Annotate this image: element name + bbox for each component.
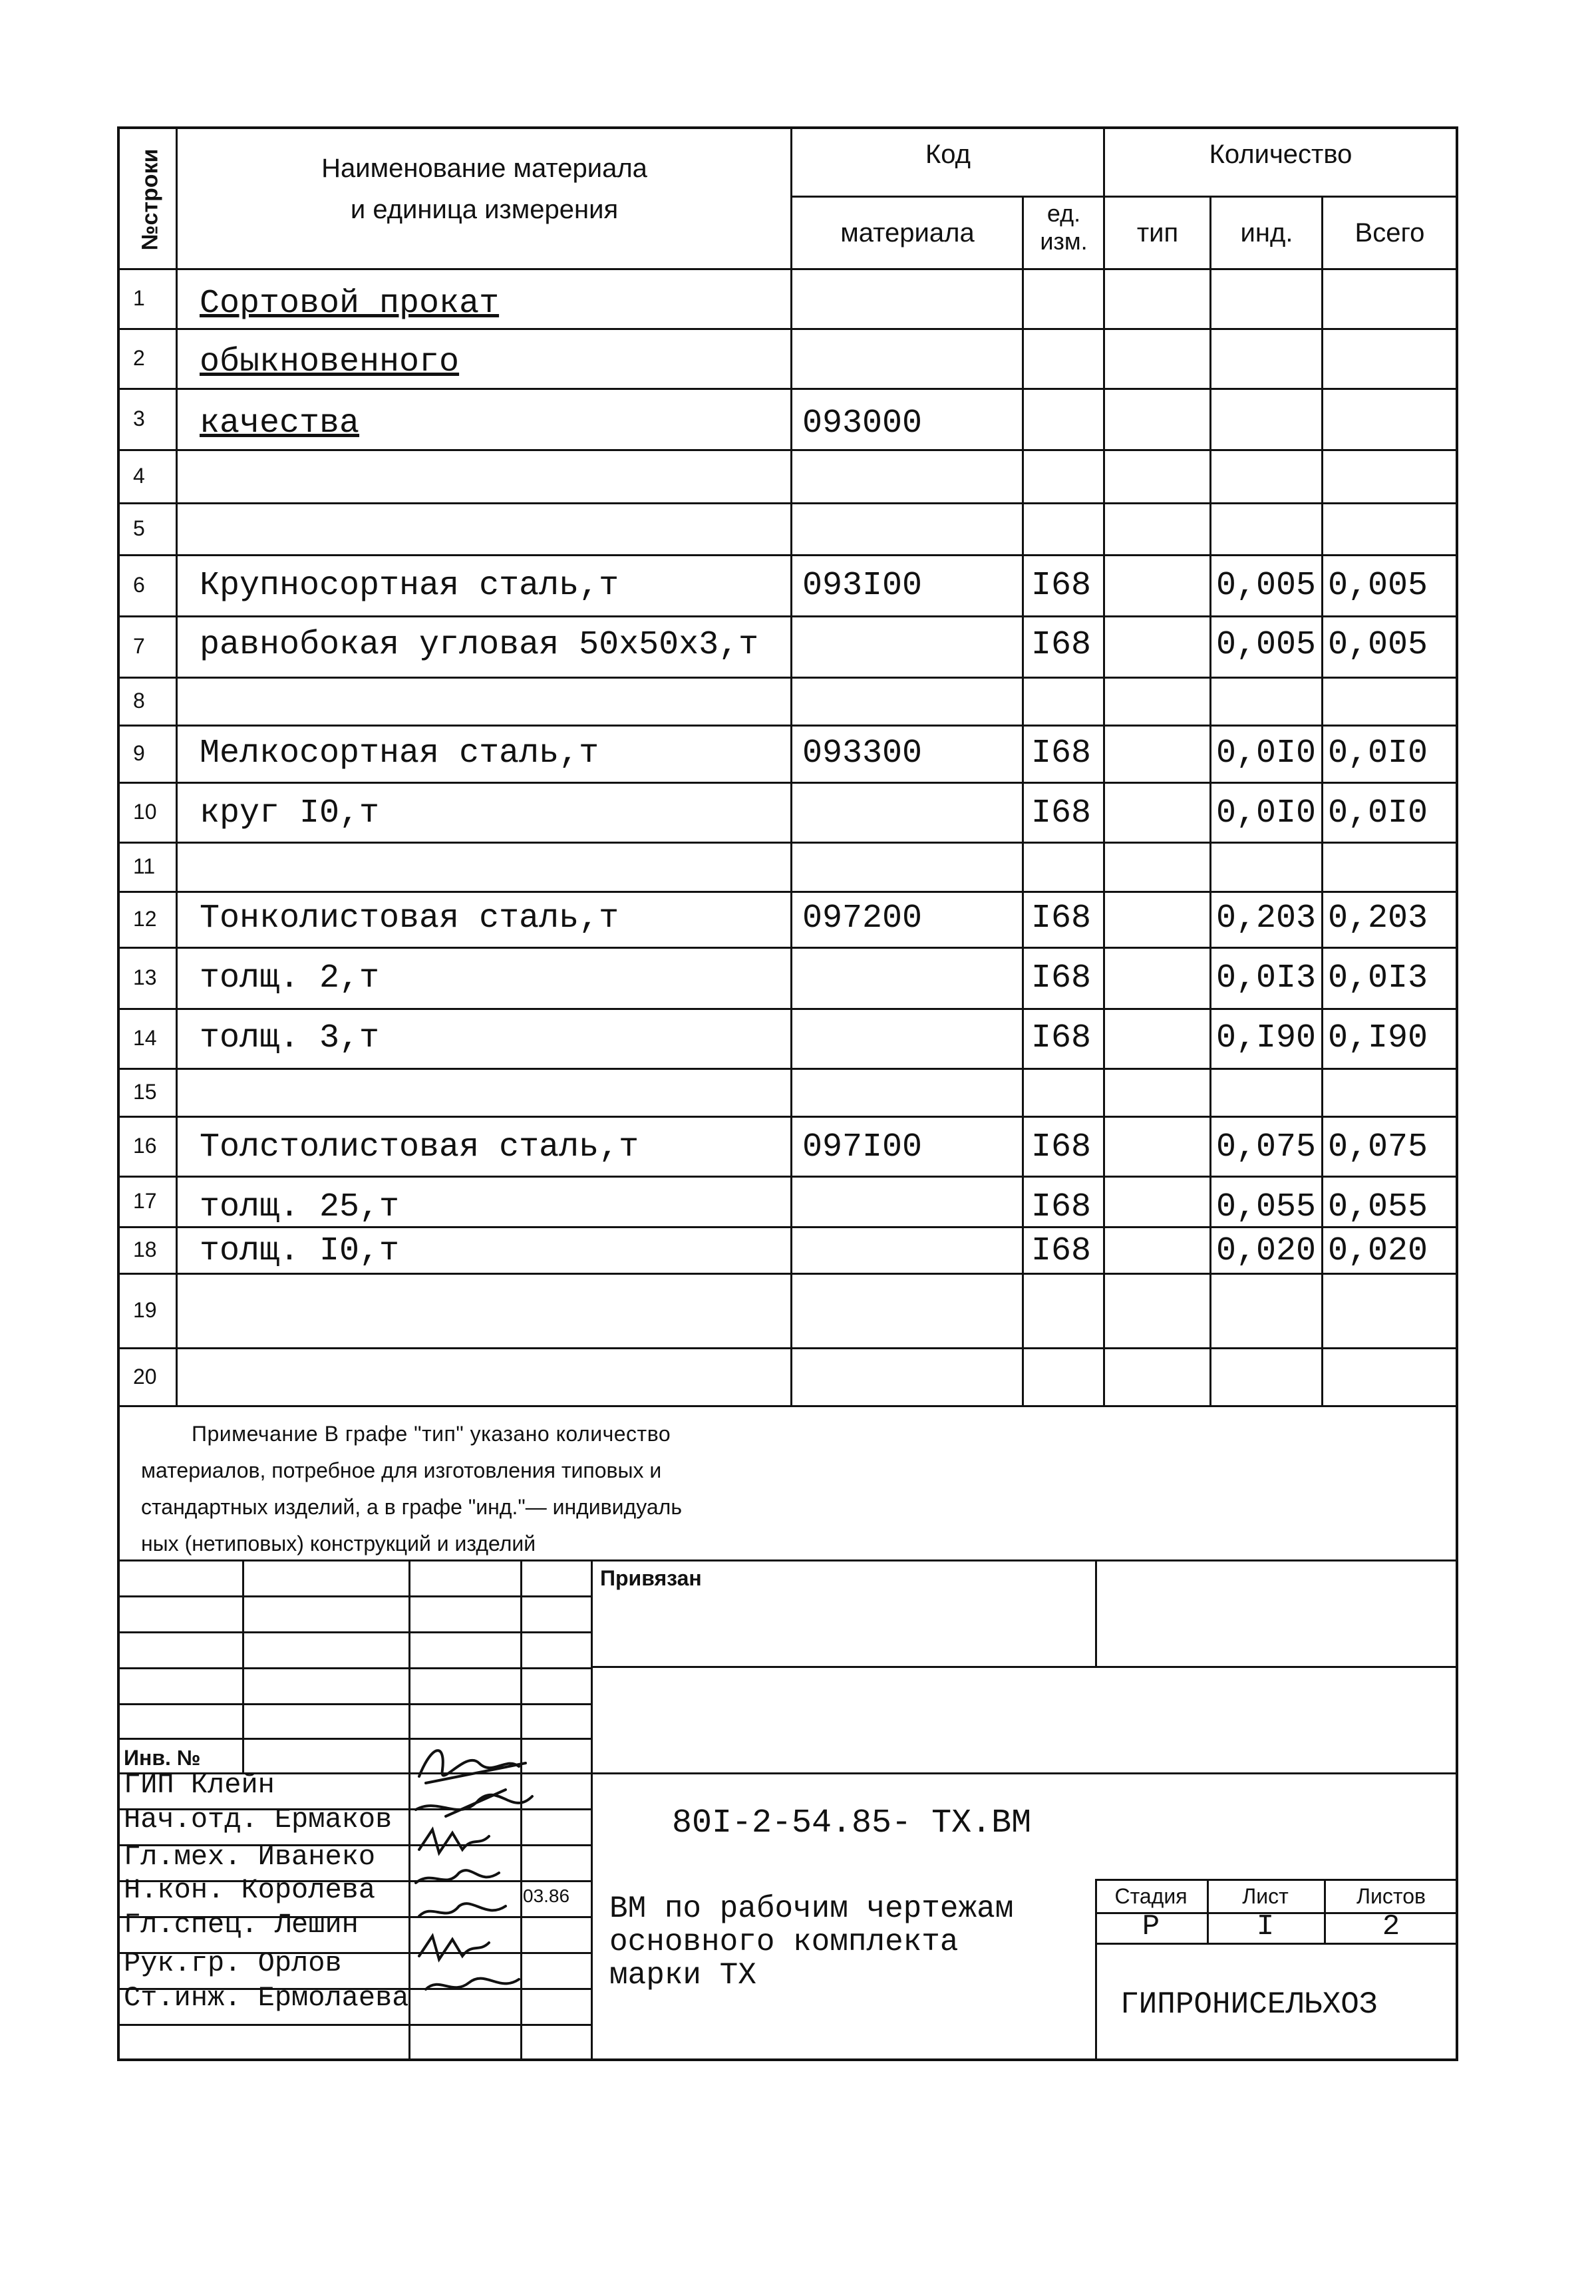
- row-ind: 0,203: [1216, 900, 1317, 937]
- row-name: Толстолистовая сталь,т: [200, 1128, 639, 1166]
- row-total: 0,0I0: [1328, 794, 1428, 832]
- row-number: 7: [133, 634, 145, 658]
- sheets-value: 2: [1382, 1910, 1400, 1943]
- row-name: толщ. 3,т: [200, 1019, 380, 1057]
- row-total: 0,0I0: [1328, 735, 1428, 772]
- signature-row: [124, 1949, 342, 1977]
- row-total: 0,I90: [1328, 1019, 1428, 1057]
- row-name: Крупносортная сталь,т: [200, 567, 619, 605]
- signature-name: Орлов: [257, 1947, 342, 1979]
- sheet-label: Лист: [1242, 1884, 1289, 1908]
- row-unit: I68: [1031, 794, 1092, 832]
- organization-name: ГИПРОНИСЕЛЬХОЗ: [1120, 1987, 1378, 2022]
- row-number: 6: [133, 573, 145, 597]
- row-name: толщ. 2,т: [200, 959, 380, 997]
- row-material-code: 097200: [802, 900, 923, 937]
- document-title: ВМ по рабочим чертежам основного комплекта марки ТХ: [609, 1891, 1014, 1993]
- stage-label: Стадия: [1114, 1884, 1188, 1908]
- row-number: 19: [133, 1298, 157, 1322]
- row-ind: 0,055: [1216, 1188, 1317, 1226]
- signature-role: ГИП: [124, 1769, 191, 1801]
- row-number: 9: [133, 741, 145, 765]
- row-name: круг I0,т: [200, 794, 380, 832]
- row-name: обыкновенного: [200, 343, 460, 381]
- row-ind: 0,0I0: [1216, 735, 1317, 772]
- stage-value: Р: [1142, 1910, 1160, 1943]
- row-material-code: 093I00: [802, 567, 923, 605]
- signature-row: [124, 1771, 275, 1799]
- signature-name: Иванеко: [257, 1841, 376, 1873]
- sheet-value: I: [1256, 1910, 1275, 1943]
- signature-name: Королева: [241, 1874, 376, 1906]
- material-code-header: материала: [840, 218, 975, 247]
- typ-header: тип: [1136, 218, 1179, 247]
- signature-row: [124, 1984, 408, 2012]
- name-column-header: Наименование материала и единица измерения: [321, 154, 647, 224]
- ind-header: инд.: [1240, 218, 1293, 247]
- row-unit: I68: [1031, 959, 1092, 997]
- row-number: 2: [133, 346, 145, 370]
- row-name: Тонколистовая сталь,т: [200, 900, 619, 937]
- row-ind: 0,075: [1216, 1128, 1317, 1166]
- signature-role: Ст.инж.: [124, 1982, 258, 2014]
- approval-date: 03.86: [523, 1886, 570, 1906]
- row-ind: 0,020: [1216, 1232, 1317, 1270]
- row-ind: 0,005: [1216, 626, 1317, 664]
- signature-name: Лешин: [274, 1909, 359, 1941]
- row-number: 16: [133, 1134, 157, 1158]
- row-name: Сортовой прокат: [200, 285, 500, 323]
- privyazan-label: Привязан: [600, 1566, 702, 1590]
- row-number-header: №строки: [137, 148, 163, 251]
- row-name: толщ. I0,т: [200, 1232, 400, 1270]
- signature-name: Ермаков: [274, 1804, 393, 1836]
- row-unit: I68: [1031, 567, 1092, 605]
- row-total: 0,203: [1328, 900, 1428, 937]
- row-number: 4: [133, 464, 145, 488]
- signature-row: [124, 1806, 392, 1834]
- row-unit: I68: [1031, 900, 1092, 937]
- row-number: 11: [133, 854, 156, 878]
- row-ind: 0,I90: [1216, 1019, 1317, 1057]
- inventory-label: Инв. №: [124, 1746, 201, 1770]
- document-code: 80I-2-54.85- ТХ.ВМ: [672, 1804, 1032, 1842]
- signature-role: Гл.спец.: [124, 1909, 275, 1941]
- row-total: 0,0I3: [1328, 959, 1428, 997]
- row-material-code: 093300: [802, 735, 923, 772]
- row-ind: 0,0I3: [1216, 959, 1317, 997]
- row-number: 5: [133, 516, 145, 540]
- signature-row: [124, 1843, 375, 1871]
- row-unit: I68: [1031, 1232, 1092, 1270]
- row-number: 18: [133, 1237, 157, 1261]
- sheets-label: Листов: [1357, 1884, 1426, 1908]
- signature-role: Н.кон.: [124, 1874, 241, 1906]
- quantity-group-header: Количество: [1209, 140, 1353, 169]
- row-total: 0,075: [1328, 1128, 1428, 1166]
- note: Примечание В графе "тип" указано количество материалов, потребное для изготовления типовых и стандартных изделий, а в графе "инд."— индивидуаль ных (нетиповых) конструкций и изделий: [141, 1422, 682, 1556]
- row-name: качества: [200, 405, 360, 442]
- row-total: 0,005: [1328, 567, 1428, 605]
- handwritten-signatures: [406, 1736, 565, 2049]
- row-ind: 0,005: [1216, 567, 1317, 605]
- row-material-code: 097I00: [802, 1128, 923, 1166]
- row-name: Мелкосортная сталь,т: [200, 735, 599, 772]
- row-total: 0,005: [1328, 626, 1428, 664]
- row-number: 10: [133, 800, 157, 824]
- total-header: Всего: [1355, 218, 1425, 247]
- row-name: равнобокая угловая 50x50x3,т: [200, 626, 759, 664]
- row-unit: I68: [1031, 1019, 1092, 1057]
- signature-row: [124, 1911, 359, 1939]
- row-unit: I68: [1031, 735, 1092, 772]
- row-number: 14: [133, 1026, 157, 1050]
- row-unit: I68: [1031, 1128, 1092, 1166]
- signature-role: Рук.гр.: [124, 1947, 258, 1979]
- row-total: 0,020: [1328, 1232, 1428, 1270]
- row-number: 13: [133, 965, 157, 989]
- row-number: 12: [133, 907, 157, 931]
- row-number: 3: [133, 407, 145, 430]
- row-number: 1: [133, 286, 145, 310]
- signature-name: Клейн: [190, 1769, 275, 1801]
- signature-role: Гл.мех.: [124, 1841, 258, 1873]
- row-number: 15: [133, 1080, 157, 1104]
- row-number: 17: [133, 1189, 157, 1213]
- row-name: толщ. 25,т: [200, 1188, 400, 1226]
- code-group-header: Код: [925, 140, 971, 169]
- row-ind: 0,0I0: [1216, 794, 1317, 832]
- row-unit: I68: [1031, 1188, 1092, 1226]
- signature-name: Ермолаева: [257, 1982, 409, 2014]
- unit-header: ед. изм.: [1040, 200, 1088, 255]
- row-material-code: 093000: [802, 405, 923, 442]
- signature-row: [124, 1876, 375, 1904]
- row-unit: I68: [1031, 626, 1092, 664]
- row-total: 0,055: [1328, 1188, 1428, 1226]
- row-number: 20: [133, 1364, 157, 1389]
- row-number: 8: [133, 689, 145, 713]
- signature-role: Нач.отд.: [124, 1804, 275, 1836]
